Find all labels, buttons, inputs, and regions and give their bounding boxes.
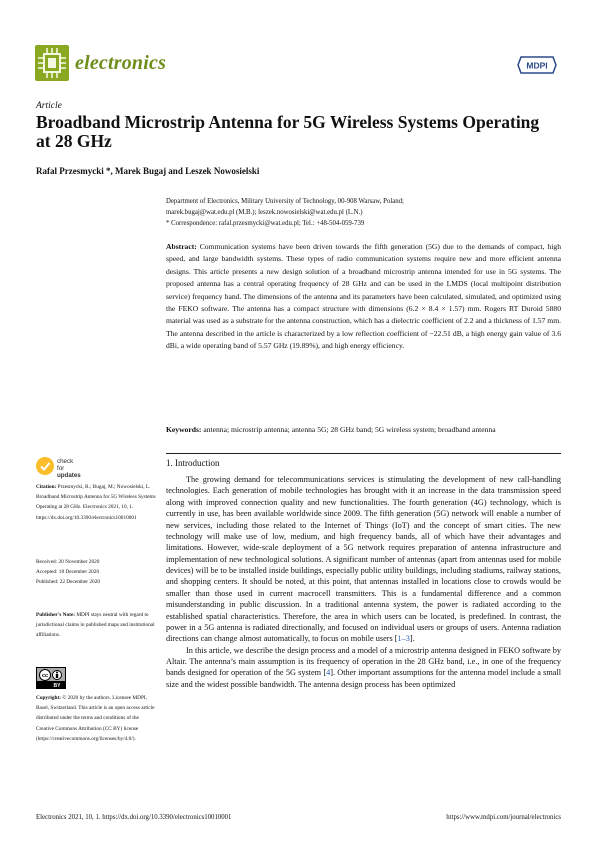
keywords-label: Keywords: xyxy=(166,425,202,434)
dates-block xyxy=(36,557,156,588)
journal-logo xyxy=(35,45,69,81)
copyright-text: © 2020 by the authors. Licensee MDPI, Basel, Switzerland. This article is an open access article distributed under the terms and conditions of the Creative Commons Attribution (CC BY) license (https://creativecommons.org/licenses/by/4.0/). xyxy=(36,695,155,742)
affiliation-line: Department of Electronics, Military University of Technology, 00-908 Warsaw, Poland; xyxy=(166,198,404,205)
check-updates-icon xyxy=(36,457,54,475)
footer-citation[interactable]: Electronics 2021, 10, 1. https://dx.doi.org/10.3390/electronics10010001 xyxy=(36,814,232,821)
section-divider xyxy=(166,453,561,454)
svg-text:BY: BY xyxy=(53,683,61,689)
article-type: Article xyxy=(36,101,62,111)
footer-journal-url[interactable]: https://www.mdpi.com/journal/electronics xyxy=(446,814,561,821)
journal-name: electronics xyxy=(75,52,167,74)
accepted-date: Accepted: 18 December 2020 xyxy=(36,569,100,576)
svg-text:cc: cc xyxy=(41,673,49,679)
correspondence-line[interactable]: * Correspondence: rafal.przesmycki@wat.edu.pl; Tel.: +48-504-059-739 xyxy=(166,220,365,227)
reference-link[interactable]: 4 xyxy=(326,668,331,678)
abstract xyxy=(166,241,561,353)
cc-by-license-icon[interactable] xyxy=(36,667,66,689)
section-heading: 1. Introduction xyxy=(166,458,220,468)
citation-text[interactable]: Przesmycki, R.; Bugaj, M.; Nowosielski, L. Broadband Microstrip Antenna for 5G Wireless Systems Operating at 28 GHz. Electronics 2021, 10, 1. https://dx.doi.org/10.3390/electronics10010001 xyxy=(36,484,156,521)
body-text xyxy=(166,474,561,690)
paragraph: The growing demand for telecommunications services is stimulating the development of new call-handling technologies. Each generation of mobile technologies has brought with it an increase in the data transmission speed along with improved connection quality and new functionalities. The fourth generation (4G) technology, which is currently in use, has been available worldwide since 2009. The fifth generation (5G) network will enable a number of new services, including those related to the Internet of Things (IoT) and the concept of smart cities. The new technology will make use of low, medium, and high frequency bands, all of which have their advantages and limitations. However, wide-scale deployment of a 5G network requires preparation of antenna infrastructure and implementation of new technological solutions. A significant number of antennas (apart from antennas used for mobile devices) will be to be installed inside buildings, especially public utility buildings, including stadiums, railway stations, and shopping centers. It should be noted, at this point, that antennas installed in locations close to crowds would be smaller than those used in current macrocell transmitters. This is a fundamental difference and a common misunderstanding in public discussion. In a traditional antenna system, the power is radiated according to the established spatial characteristics. Therefore, the area in which users can be located, is predefined. In contrast, the power in a 5G antenna is radiated directionally, and focused on individual users or groups of users. Antenna radiation directions can change almost automatically, to focus on mobile users [1–3]. xyxy=(166,475,561,644)
article-title: Broadband Microstrip Antenna for 5G Wireless Systems Operating at 28 GHz xyxy=(36,112,540,151)
abstract-text: Communication systems have been driven towards the fifth generation (5G) due to the demands of compact, high speed, and large bandwidth systems. These types of radio communication systems require new and more efficient antenna designs. This article presents a new design solution of a broadband microstrip antenna intended for use in 5G systems. The proposed antenna has a central operating frequency of 28 GHz and can be used in the LMDS (local multipoint distribution service) frequency band. The dimensions of the antenna and its parameters have been calculated, simulated, and optimized using the FEKO software. The antenna has a compact structure with dimensions (6.2 × 8.4 × 1.57) mm. Rogers RT Duroid 5880 material was used as a substrate for the antenna construction, which has a dielectric coefficient of 2.2 and a thickness of 1.57 mm. The antenna described in the article is characterized by a low reflection coefficient of −22.51 dB, a high energy gain value of 3.6 dBi, a wide operating band of 5.57 GHz (19.89%), and high energy efficiency. xyxy=(166,242,561,351)
check-updates-line2: updates xyxy=(57,472,81,479)
reference-link[interactable]: 1–3 xyxy=(397,634,410,644)
publisher-note xyxy=(36,610,156,641)
copyright-block xyxy=(36,693,156,744)
copyright-label: Copyright: xyxy=(36,695,62,701)
keywords-text: antenna; microstrip antenna; antenna 5G; 28 GHz band; 5G wireless system; broadband antenna xyxy=(203,425,496,434)
mdpi-logo xyxy=(517,55,557,75)
affiliation-line[interactable]: marek.bugaj@wat.edu.pl (M.B.); leszek.nowosielski@wat.edu.pl (L.N.) xyxy=(166,209,363,216)
publisher-note-text: MDPI stays neutral with regard to jurisdictional claims in published maps and institutional affiliations. xyxy=(36,612,155,639)
publisher-note-label: Publisher's Note: xyxy=(36,612,75,618)
citation-label: Citation: xyxy=(36,484,57,490)
paragraph: In this article, we describe the design process and a model of a microstrip antenna designed in FEKO software by Altair. The antenna’s main assumption is its frequency of operation in the 28 GHz band, i.e., in one of the frequency bands designed for operation of the 5G system [4]. Other important assumptions for the antenna model include a small size and the widest possible bandwidth. The antenna design process has been optimized xyxy=(166,645,561,689)
check-updates-line1: check for xyxy=(57,458,74,472)
keywords xyxy=(166,424,561,436)
circuit-icon xyxy=(35,45,69,81)
affiliations xyxy=(166,196,561,229)
mdpi-logo-text: MDPI xyxy=(526,60,548,71)
published-date: Published: 22 December 2020 xyxy=(36,579,100,586)
abstract-label: Abstract: xyxy=(166,242,197,251)
received-date: Received: 20 November 2020 xyxy=(36,559,100,565)
authors: Rafal Przesmycki *, Marek Bugaj and Leszek Nowosielski xyxy=(36,166,260,176)
citation-block xyxy=(36,482,156,523)
